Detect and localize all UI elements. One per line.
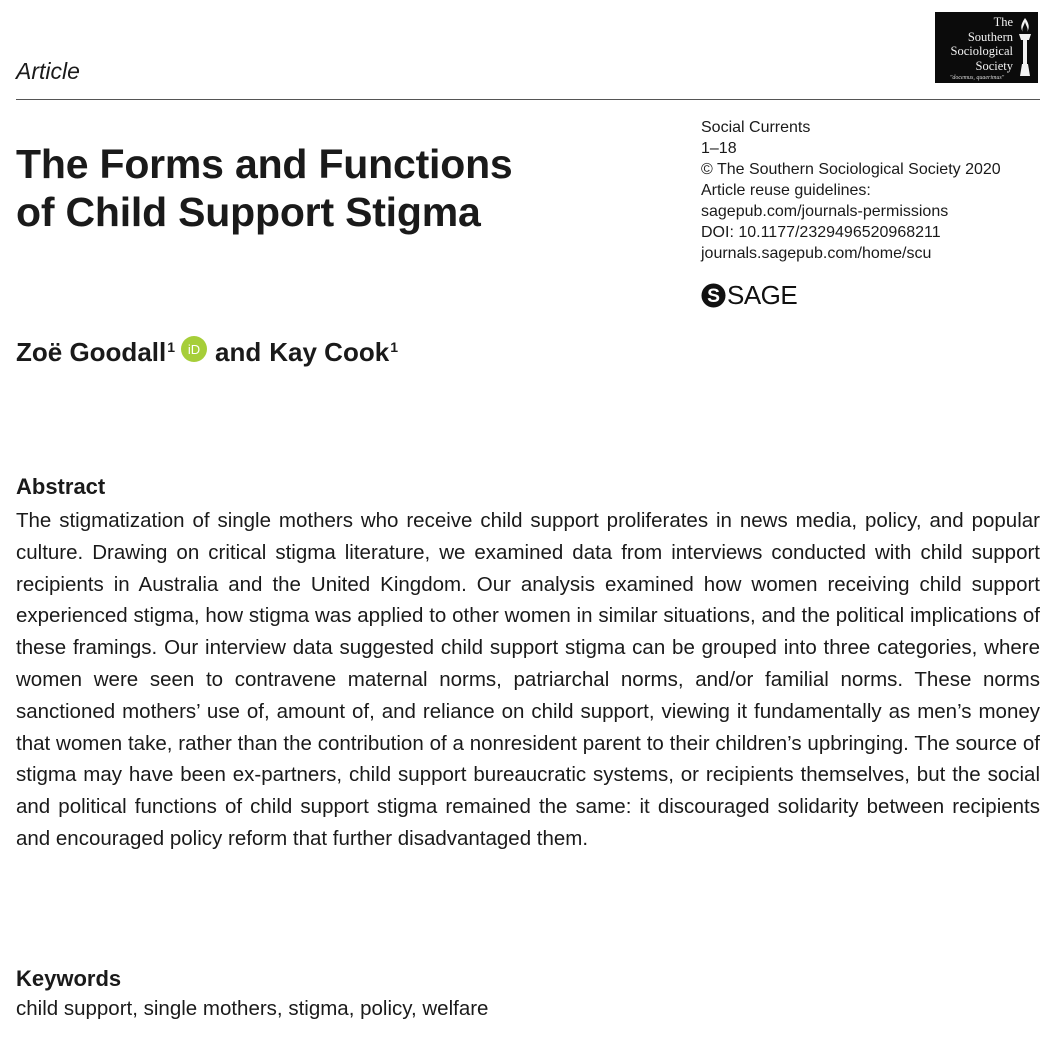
author-2-name: Kay Cook <box>269 337 390 367</box>
author-list <box>16 337 398 368</box>
author-connector: and <box>215 337 262 367</box>
article-type-label: Article <box>16 58 80 84</box>
journal-name: Social Currents <box>701 119 811 136</box>
abstract-text: The stigmatization of single mothers who receive child support proliferates in news media, policy, and popular culture. Drawing on critical stigma literature, we examined data from interviews conducted with child support recipients in Australia and the United Kingdom. Our analysis examined how women receiving child support experienced stigma, how stigma was applied to other women in similar situations, and the political implications of these framings. Our interview data suggested child support stigma can be grouped into three categories, where women were seen to contravene maternal norms, patriarchal norms, and/or familial norms. These norms sanctioned mothers’ use of, amount of, and reliance on child support, viewing it fundamentally as men’s money that women take, rather than the contribution of a nonresident parent to their children’s upbringing. The source of stigma may have been ex-partners, child support bureaucratic systems, or recipients themselves, but the social and political functions of child support stigma remained the same: it discouraged solidarity between recipients and encouraged policy reform that further disadvantaged them. <box>16 509 1040 850</box>
svg-text:iD: iD <box>187 342 201 357</box>
header-divider <box>16 99 1040 100</box>
society-motto: "docemus, quaerimus" <box>949 75 1005 81</box>
author-1-affiliation: 1 <box>167 339 176 355</box>
journal-home-link[interactable]: journals.sagepub.com/home/scu <box>701 245 932 262</box>
sage-s-icon <box>701 283 726 308</box>
article-title-line-1: The Forms and Functions <box>16 141 513 187</box>
page-range: 1–18 <box>701 140 737 157</box>
doi[interactable]: DOI: 10.1177/2329496520968211 <box>701 224 941 241</box>
journal-info <box>701 117 1001 264</box>
torch-icon <box>1015 16 1035 78</box>
permissions-link[interactable]: sagepub.com/journals-permissions <box>701 203 949 220</box>
society-name: The Southern Sociological Society <box>950 15 1013 73</box>
sage-wordmark: SAGE <box>727 280 798 310</box>
copyright: © The Southern Sociological Society 2020 <box>701 161 1001 178</box>
author-2-affiliation: 1 <box>390 339 398 355</box>
article-title <box>16 140 656 236</box>
sage-publisher-logo <box>701 280 797 310</box>
southern-sociological-society-logo <box>935 12 1038 83</box>
keywords-heading: Keywords <box>16 966 122 991</box>
abstract-heading: Abstract <box>16 474 106 499</box>
orcid-icon[interactable] <box>181 336 207 362</box>
reuse-label: Article reuse guidelines: <box>701 182 871 199</box>
svg-text:S: S <box>707 285 720 307</box>
keywords-text: child support, single mothers, stigma, policy, welfare <box>16 997 489 1020</box>
author-1-name: Zoë Goodall <box>16 337 167 367</box>
article-title-line-2: of Child Support Stigma <box>16 189 481 235</box>
